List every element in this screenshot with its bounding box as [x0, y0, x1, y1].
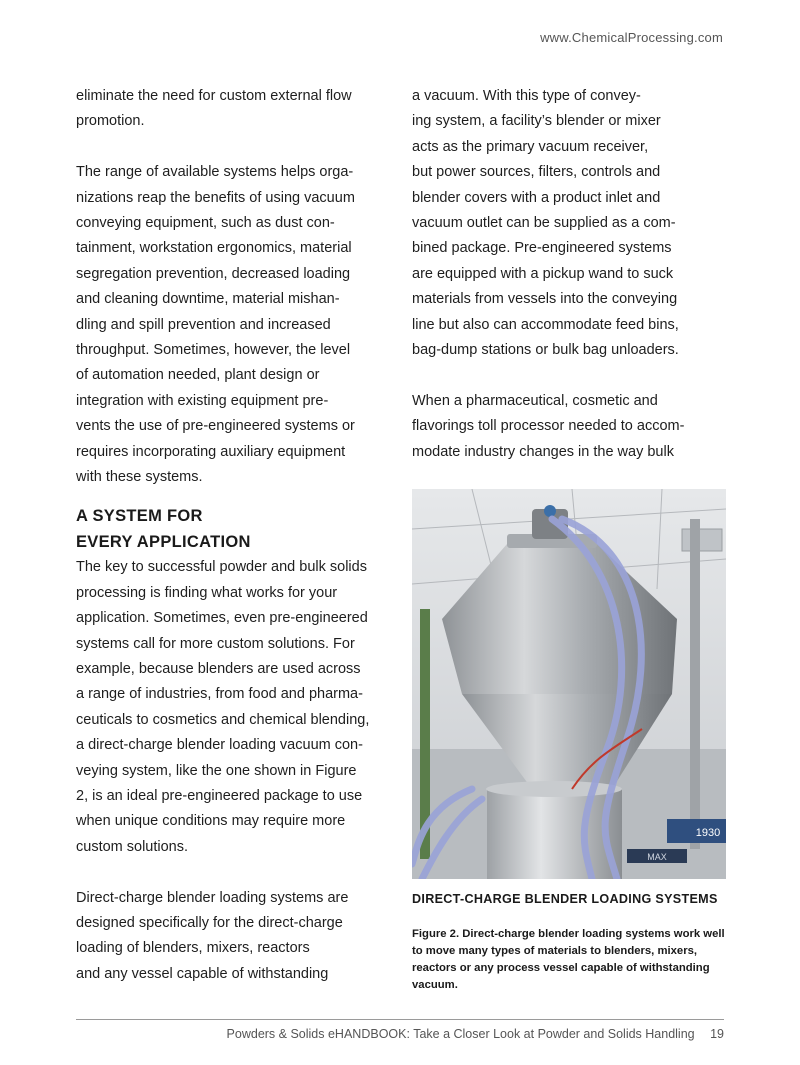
paragraph: The key to successful powder and bulk solids processing is finding what works for your application. Sometimes, even pre-engineered systems call for more custom solutions. For example, because blenders are used across a range of industries, from food and pharma- ceuticals to cosmetics and chemical blending, a direct-charge blender loading vacuum con- veying system, like the one shown in Figure 2, is an ideal pre-engineered package to use when unique conditions may require more custom solutions. [76, 559, 370, 855]
footer [227, 1027, 724, 1041]
paragraph: a vacuum. With this type of convey- ing system, a facility’s blender or mixer acts as the primary vacuum receiver, but power sources, filters, controls and blender covers with a product inlet and vacuum outlet can be supplied as a com- bined package. Pre-engineered systems are equipped with a pickup wand to suck materials from vessels into the conveying line but also can accommodate feed bins, bag-dump stations or bulk bag unloaders. [412, 88, 679, 359]
figure-caption: Figure 2. Direct-charge blender loading systems work well to move many types of materials to blenders, mixers, reactors or any process vessel capable of withstanding vacuum. [412, 928, 725, 991]
paragraph: Direct-charge blender loading systems are designed specifically for the direct-charge loading of blenders, mixers, reactors and any vessel capable of withstanding [76, 889, 349, 982]
paragraph: The range of available systems helps orga- nizations reap the benefits of using vacuum conveying equipment, such as dust con- tainment, workstation ergonomics, material segregation prevention, decreased loading and cleaning downtime, material mishan- dling and spill prevention and increased throughput. Sometimes, however, the level of automation needed, plant design or integration with existing equipment pre- vents the use of pre-engineered systems or requires incorporating auxiliary equipment with these systems. [76, 164, 355, 486]
footer-title: Powders & Solids eHANDBOOK: Take a Closer Look at Powder and Solids Handling [226, 1027, 695, 1041]
right-column [412, 84, 732, 465]
photo-label: 1930 [695, 827, 721, 839]
blender-photo [412, 489, 726, 879]
left-column [76, 84, 388, 987]
site-url[interactable]: www.ChemicalProcessing.com [540, 30, 723, 45]
paragraph: When a pharmaceutical, cosmetic and flavorings toll processor needed to accom- modate industry changes in the way bulk [412, 392, 685, 460]
photo-label-2: MAX [647, 852, 667, 862]
page-number: 19 [710, 1027, 724, 1041]
footer-divider [76, 1019, 724, 1020]
section-heading: A SYSTEM FOR EVERY APPLICATION [76, 507, 251, 551]
figure-title: DIRECT-CHARGE BLENDER LOADING SYSTEMS [412, 892, 718, 906]
paragraph: eliminate the need for custom external flow promotion. [76, 88, 352, 130]
